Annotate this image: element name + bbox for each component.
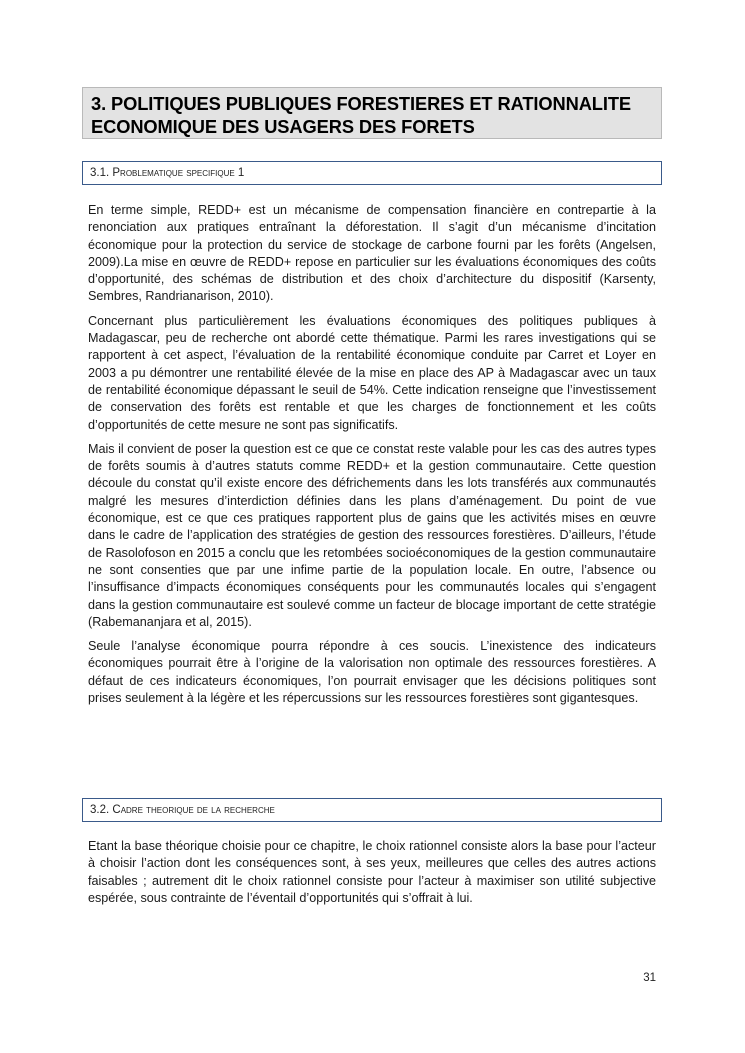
section-heading-3-1: [82, 161, 662, 185]
section-heading-3-2: [82, 798, 662, 822]
section-body-3-2: [88, 838, 656, 914]
paragraph: Mais il convient de poser la question est ce que ce constat reste valable pour les cas des autres types de forêts soumis à d’autres statuts comme REDD+ et la gestion communautaire. Cette question découle du constat qu’il existe encore des défrichements dans les lots transférés aux communautés malgré les mesures d’interdiction définies dans les plans d’aménagement. Du point de vue économique, est ce que ces pratiques rapportent plus de gains que les activités mises en œuvre dans le cadre de l’application des stratégies de gestion des ressources forestières. D’ailleurs, l’étude de Rasolofoson en 2015 a conclu que les retombées socioéconomiques de la gestion communautaire ne sont consenties que par une infime partie de la population locale. En outre, l’absence ou l’insuffisance d’impacts économiques conséquents pour les communautés locales qui s’engagent dans la gestion communautaire est soulevé comme un facteur de blocage important de cette stratégie (Rabemananjara et al, 2015).: [88, 441, 656, 629]
chapter-heading-box: [82, 87, 662, 139]
paragraph: Concernant plus particulièrement les évaluations économiques des politiques publiques à Madagascar, peu de recherche ont abordé cette thématique. Parmi les rares investigations qui se rapportent à cet aspect, l’évaluation de la rentabilité économique conduite par Carret et Loyer en 2003 a pu démontrer une rentabilité élevée de la mise en place des AP à Madagascar avec un taux de rentabilité économique dépassant le seuil de 54%. Cette indication renseigne que l’investissement de conservation des forêts est rentable et que les charges de fonctionnement et les coûts d’opportunités de cette mesure ne sont pas significatifs.: [88, 313, 656, 432]
paragraph: Seule l’analyse économique pourra répondre à ces soucis. L’inexistence des indicateurs économiques pourrait être à l’origine de la valorisation non optimale des ressources forestières. A défaut de ces indicateurs économiques, l’on pourrait envisager que les décisions politiques sont prises seulement à la légère et les répercussions sur les ressources forestières sont gigantesques.: [88, 639, 656, 706]
section-number: 3.2.: [90, 804, 110, 816]
section-title: Cadre theorique de la recherche: [112, 804, 275, 816]
chapter-title: 3. POLITIQUES PUBLIQUES FORESTIERES ET RATIONNALITE ECONOMIQUE DES USAGERS DES FORETS: [91, 93, 631, 137]
paragraph: Etant la base théorique choisie pour ce chapitre, le choix rationnel consiste alors la base pour l’acteur à choisir l’action dont les conséquences sont, à ses yeux, meilleures que celles des autres actions faisables ; autrement dit le choix rationnel consiste pour l’acteur à maximiser son utilité subjective espérée, sous contrainte de l’éventail d’opportunités qui s’offrait à lui.: [88, 839, 656, 905]
paragraph: En terme simple, REDD+ est un mécanisme de compensation financière en contrepartie à la renonciation aux pratiques entraînant la déforestation. Il s’agit d’un mécanisme d’incitation économique pour la protection du service de stockage de carbone fourni par les forêts (Angelsen, 2009).La mise en œuvre de REDD+ repose en particulier sur les évaluations économiques des coûts d’opportunité, des schémas de distribution et des choix d’architecture du dispositif (Karsenty, Sembres, Randrianarison, 2010).: [88, 203, 656, 304]
section-body-3-1: [88, 202, 656, 714]
section-number: 3.1.: [90, 167, 110, 179]
section-title: Problematique specifique 1: [112, 167, 245, 179]
page-number: 31: [643, 972, 656, 984]
